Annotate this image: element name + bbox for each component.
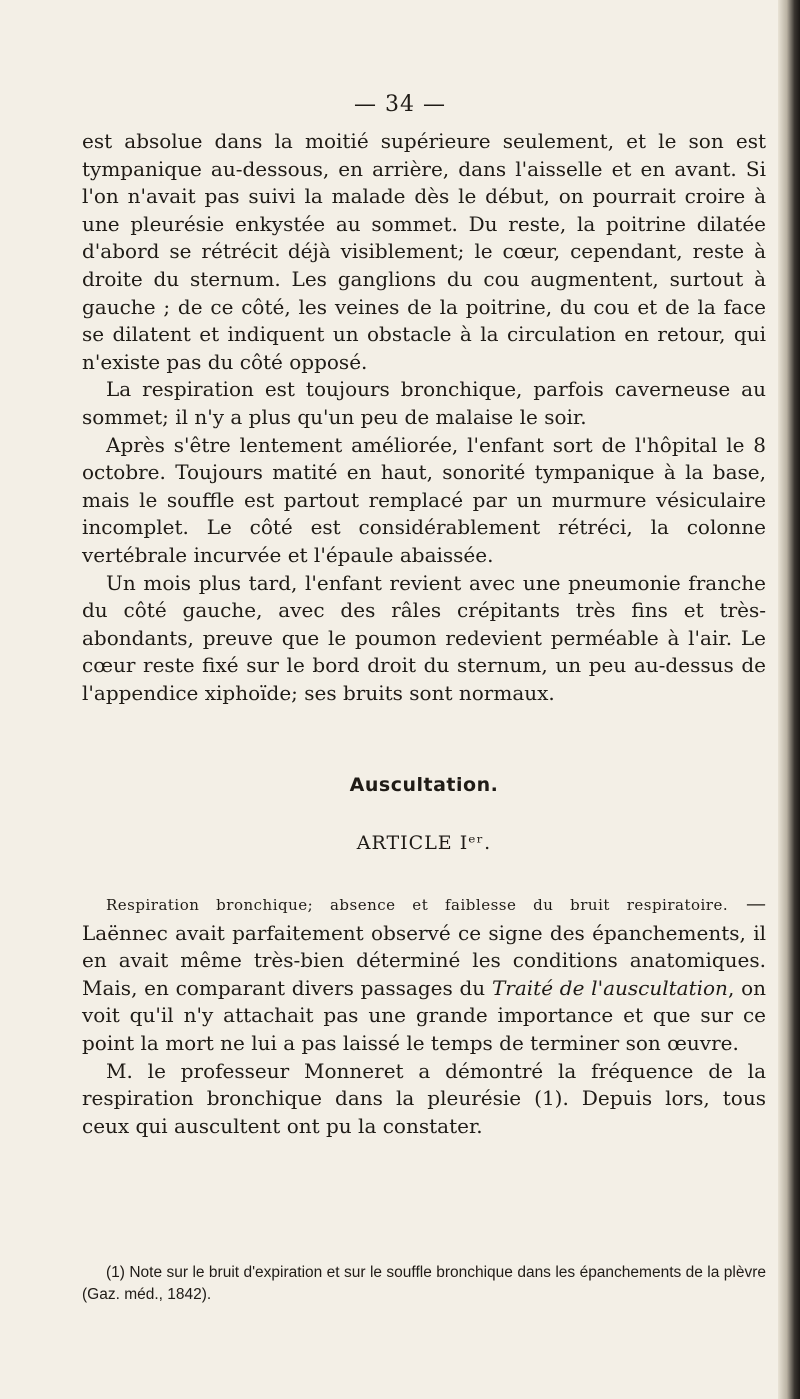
page-edge-shadow	[778, 0, 800, 1399]
paragraph: Après s'être lentement améliorée, l'enfant sort de l'hôpital le 8 octobre. Toujours matité en haut, sonorité tympanique à la base, mais le souffle est partout remplacé par un murmure vésiculaire incomplet. Le côté est considérablement rétréci, la colonne vertébrale incurvée et l'épaule abaissée.	[82, 432, 766, 567]
paragraph: Un mois plus tard, l'enfant revient avec une pneumonie franche du côté gauche, avec des râles crépitants très fins et très-abondants, preuve que le poumon redevient perméable à l'air. Le cœur reste fixé sur le bord droit du sternum, un peu au-dessus de l'appendice xiphoïde; ses bruits sont normaux.	[82, 570, 766, 705]
paragraph-text: — Laënnec avait parfaitement observé ce signe des épanchements, il en avait même très-bien déterminé les conditions anatomiques. Mais, en comparant divers passages du	[82, 891, 767, 1000]
paragraph: M. le professeur Monneret a démontré la fréquence de la respiration bronchique dans la pleurésie (1). Depuis lors, tous ceux qui auscultent ont pu la constater.	[82, 1058, 766, 1138]
paragraph: est absolue dans la moitié supérieure seulement, et le son est tympanique au-dessous, en arrière, dans l'aisselle et en avant. Si l'on n'avait pas suivi la malade dès le début, on pourrait croire à une pleurésie enkystée au sommet. Du reste, la poitrine dilatée d'abord se rétrécit déjà visiblement; le cœur, cependant, reste à droite du sternum. Les ganglions du cou augmentent, surtout à gauche ; de ce côté, les veines de la poitrine, du cou et de la face se dilatent et indiquent un obstacle à la circulation en retour, qui n'existe pas du côté opposé.	[82, 129, 766, 374]
section-title: Auscultation.	[349, 774, 499, 796]
body-text-bottom	[82, 890, 766, 1140]
article-title: ARTICLE Iᵉʳ.	[356, 832, 492, 854]
paragraph-text: , on voit qu'il n'y attachait pas une grande importance et que sur ce point la mort ne lui a pas laissé le temps de terminer son œuvre.	[82, 975, 766, 1055]
book-title: Traité de l'auscultation	[491, 975, 728, 1000]
footnote-text: (1) Note sur le bruit d'expiration et sur le souffle bronchique dans les épanchements de la plèvre (Gaz. méd., 1842).	[82, 1264, 766, 1303]
body-text-top	[82, 128, 766, 707]
page-number: — 34 —	[354, 92, 446, 117]
footnote	[82, 1262, 766, 1306]
run-in-heading: Respiration bronchique; absence et faiblesse du bruit respiratoire.	[106, 896, 729, 914]
paragraph: La respiration est toujours bronchique, parfois caverneuse au sommet; il n'y a plus qu'un peu de malaise le soir.	[82, 377, 766, 429]
paragraph	[82, 890, 766, 1058]
